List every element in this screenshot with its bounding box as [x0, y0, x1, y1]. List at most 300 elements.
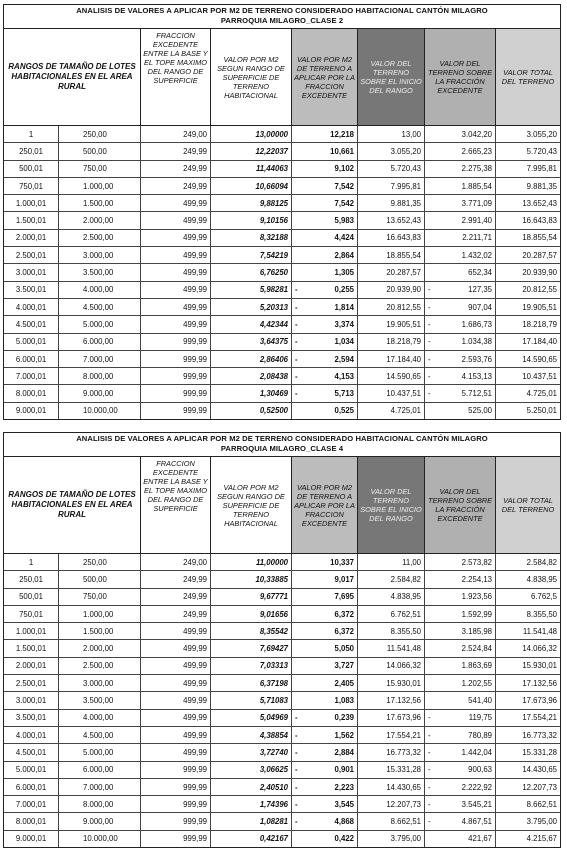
table-row [4, 589, 560, 606]
cell-valor-m2: 6,37198 [211, 675, 292, 691]
cell-valor-aplicar [292, 744, 358, 760]
cell-rango-desde: 1.500,01 [4, 212, 59, 228]
sign: - [428, 285, 431, 295]
value: 780,89 [468, 730, 492, 740]
value: 3,374 [334, 319, 354, 329]
value: 2,223 [334, 782, 354, 792]
cell-valor-total: 17.184,40 [522, 337, 557, 347]
table-row [4, 299, 560, 316]
cell-valor-total: 13.652,43 [522, 198, 557, 208]
cell-fraccion: 499,99 [141, 316, 211, 332]
cell-valor-aplicar [292, 710, 358, 726]
value: 10,661 [330, 146, 354, 156]
value: 1.592,99 [461, 609, 492, 619]
cell-valor-fraccion [425, 710, 496, 726]
cell-valor-fraccion [425, 316, 496, 332]
value: 3.771,09 [461, 198, 492, 208]
cell-rango-desde: 2.000,01 [4, 230, 59, 246]
cell-rango-desde: 9.000,01 [4, 403, 59, 419]
cell-valor-aplicar [292, 161, 358, 177]
header-valor-inicio: VALOR DEL TERRENO SOBRE EL INICIO DEL RANGO [358, 457, 425, 553]
cell-valor-m2: 11,00000 [211, 554, 292, 570]
cell-valor-fraccion [425, 230, 496, 246]
sign: - [295, 817, 298, 827]
cell-rango-hasta: 8.000,00 [59, 368, 141, 384]
cell-valor-fraccion [425, 195, 496, 211]
header-valor-fraccion: VALOR DEL TERRENO SOBRE LA FRACCIÓN EXCEDENTE [425, 29, 496, 125]
cell-valor-inicio: 17.184,40 [358, 351, 425, 367]
cell-valor-m2: 1,74396 [211, 796, 292, 812]
cell-rango-hasta: 250,00 [59, 126, 141, 142]
cell-fraccion: 499,99 [141, 692, 211, 708]
cell-valor-fraccion [425, 247, 496, 263]
cell-valor-inicio: 4.725,01 [358, 403, 425, 419]
value: 12,218 [330, 129, 354, 139]
cell-rango-desde: 3.000,01 [4, 264, 59, 280]
cell-rango-hasta: 4.500,00 [59, 727, 141, 743]
value: 1,305 [334, 268, 354, 278]
value: 2.593,76 [461, 354, 492, 364]
table-row [4, 640, 560, 657]
value: 421,67 [468, 834, 492, 844]
cell-rango-desde: 1.000,01 [4, 195, 59, 211]
cell-valor-aplicar [292, 623, 358, 639]
cell-fraccion: 499,99 [141, 247, 211, 263]
cell-valor-fraccion [425, 161, 496, 177]
cell-valor-m2: 6,76250 [211, 264, 292, 280]
cell-rango-desde: 1 [4, 126, 59, 142]
cell-valor-m2: 1,08281 [211, 813, 292, 829]
table-row [4, 403, 560, 419]
cell-valor-aplicar [292, 351, 358, 367]
table-row [4, 316, 560, 333]
cell-valor-inicio: 2.584,82 [358, 571, 425, 587]
value: 7,695 [334, 592, 354, 602]
cell-valor-m2: 9,01656 [211, 606, 292, 622]
table-row [4, 351, 560, 368]
cell-rango-desde: 4.000,01 [4, 727, 59, 743]
cell-valor-total: 4.215,67 [526, 834, 557, 844]
cell-valor-m2: 2,40510 [211, 779, 292, 795]
cell-rango-desde: 2.500,01 [4, 675, 59, 691]
value: 5,983 [334, 216, 354, 226]
cell-valor-inicio: 13,00 [358, 126, 425, 142]
cell-valor-inicio: 17.132,56 [358, 692, 425, 708]
cell-valor-m2: 5,71083 [211, 692, 292, 708]
value: 1,814 [334, 302, 354, 312]
cell-rango-desde: 9.000,01 [4, 831, 59, 847]
sign: - [295, 799, 298, 809]
value: 0,901 [334, 765, 354, 775]
cell-valor-m2: 7,03313 [211, 658, 292, 674]
cell-valor-inicio: 18.855,54 [358, 247, 425, 263]
cell-fraccion: 499,99 [141, 195, 211, 211]
cell-valor-total: 17.132,56 [522, 678, 557, 688]
cell-valor-m2: 1,30469 [211, 385, 292, 401]
cell-valor-total: 8.355,50 [526, 609, 557, 619]
table-row [4, 692, 560, 709]
cell-valor-m2: 9,67771 [211, 589, 292, 605]
cell-fraccion: 499,99 [141, 299, 211, 315]
header-valor-total: VALOR TOTAL DEL TERRENO [496, 457, 560, 553]
sign: - [295, 285, 298, 295]
cell-valor-m2: 10,66094 [211, 178, 292, 194]
cell-valor-aplicar [292, 640, 358, 656]
table-row [4, 606, 560, 623]
value: 2.222,92 [461, 782, 492, 792]
header-valor-total: VALOR TOTAL DEL TERRENO [496, 29, 560, 125]
cell-valor-inicio: 15.331,28 [358, 762, 425, 778]
sign: - [295, 337, 298, 347]
cell-valor-total: 14.430,65 [522, 765, 557, 775]
cell-valor-m2: 8,32188 [211, 230, 292, 246]
cell-rango-desde: 4.500,01 [4, 744, 59, 760]
value: 2.254,13 [461, 574, 492, 584]
cell-rango-desde: 750,01 [4, 606, 59, 622]
cell-valor-inicio: 3.795,00 [358, 831, 425, 847]
cell-rango-desde: 1.000,01 [4, 623, 59, 639]
value: 10,337 [330, 557, 354, 567]
value: 1.202,55 [461, 678, 492, 688]
table-row [4, 831, 560, 847]
cell-valor-fraccion [425, 385, 496, 401]
sign: - [295, 302, 298, 312]
cell-valor-total: 4.725,01 [526, 389, 557, 399]
cell-valor-fraccion [425, 623, 496, 639]
sign: - [428, 354, 431, 364]
cell-valor-inicio: 13.652,43 [358, 212, 425, 228]
cell-valor-total: 6.762,5 [530, 592, 557, 602]
cell-rango-hasta: 2.500,00 [59, 230, 141, 246]
cell-valor-total: 20.287,57 [522, 250, 557, 260]
cell-rango-hasta: 1.000,00 [59, 606, 141, 622]
table-row [4, 744, 560, 761]
value: 4.153,13 [461, 371, 492, 381]
cell-rango-hasta: 8.000,00 [59, 796, 141, 812]
cell-rango-hasta: 10.000,00 [59, 403, 141, 419]
header-valor-fraccion: VALOR DEL TERRENO SOBRE LA FRACCIÓN EXCEDENTE [425, 457, 496, 553]
sign: - [428, 782, 431, 792]
table-row [4, 762, 560, 779]
cell-rango-desde: 7.000,01 [4, 368, 59, 384]
value: 2.991,40 [461, 216, 492, 226]
cell-rango-desde: 3.000,01 [4, 692, 59, 708]
cell-valor-m2: 4,42344 [211, 316, 292, 332]
cell-valor-fraccion [425, 606, 496, 622]
table-row [4, 623, 560, 640]
cell-valor-inicio: 10.437,51 [358, 385, 425, 401]
sign: - [428, 747, 431, 757]
cell-rango-desde: 7.000,01 [4, 796, 59, 812]
table-row [4, 571, 560, 588]
cell-valor-m2: 11,44063 [211, 161, 292, 177]
cell-rango-hasta: 6.000,00 [59, 762, 141, 778]
cell-valor-aplicar [292, 571, 358, 587]
cell-valor-total: 19.905,51 [522, 302, 557, 312]
cell-rango-desde: 250,01 [4, 143, 59, 159]
cell-rango-desde: 5.000,01 [4, 334, 59, 350]
cell-fraccion: 249,99 [141, 571, 211, 587]
table-row [4, 710, 560, 727]
cell-valor-m2: 7,54219 [211, 247, 292, 263]
value: 119,75 [468, 713, 492, 723]
cell-valor-inicio: 20.287,57 [358, 264, 425, 280]
value: 4,868 [334, 817, 354, 827]
cell-fraccion: 999,99 [141, 403, 211, 419]
table-row [4, 727, 560, 744]
cell-valor-fraccion [425, 368, 496, 384]
cell-valor-aplicar [292, 247, 358, 263]
cell-valor-aplicar [292, 299, 358, 315]
value: 2.211,71 [462, 233, 492, 243]
cell-valor-fraccion [425, 692, 496, 708]
cell-rango-desde: 3.500,01 [4, 282, 59, 298]
cell-valor-aplicar [292, 126, 358, 142]
cell-valor-aplicar [292, 316, 358, 332]
cell-valor-fraccion [425, 744, 496, 760]
cell-valor-total: 15.930,01 [522, 661, 557, 671]
cell-fraccion: 249,99 [141, 161, 211, 177]
cell-valor-inicio: 14.066,32 [358, 658, 425, 674]
cell-valor-inicio: 20.939,90 [358, 282, 425, 298]
cell-valor-total: 17.554,21 [522, 713, 557, 723]
cell-valor-total: 5.250,01 [526, 406, 557, 416]
cell-valor-inicio: 12.207,73 [358, 796, 425, 812]
cell-valor-total: 15.331,28 [522, 747, 557, 757]
cell-valor-total: 12.207,73 [522, 782, 557, 792]
cell-rango-desde: 750,01 [4, 178, 59, 194]
cell-valor-aplicar [292, 675, 358, 691]
cell-valor-aplicar [292, 796, 358, 812]
cell-rango-desde: 3.500,01 [4, 710, 59, 726]
value: 2.524,84 [461, 644, 492, 654]
value: 3,727 [334, 661, 354, 671]
cell-fraccion: 499,99 [141, 744, 211, 760]
sign: - [428, 302, 431, 312]
cell-valor-inicio: 18.218,79 [358, 334, 425, 350]
value: 525,00 [468, 406, 492, 416]
cell-valor-inicio: 17.554,21 [358, 727, 425, 743]
header-rangos: RANGOS DE TAMAÑO DE LOTES HABITACIONALES EN EL AREA RURAL [4, 457, 141, 553]
table-clase-2 [3, 4, 561, 420]
value: 2.665,23 [461, 146, 492, 156]
cell-valor-total: 8.662,51 [526, 799, 557, 809]
table-row [4, 385, 560, 402]
value: 1.885,54 [461, 181, 492, 191]
cell-rango-desde: 8.000,01 [4, 385, 59, 401]
cell-valor-fraccion [425, 403, 496, 419]
value: 5.712,51 [461, 389, 492, 399]
cell-valor-aplicar [292, 779, 358, 795]
table-row [4, 334, 560, 351]
cell-valor-total: 11.541,48 [522, 626, 557, 636]
sign: - [295, 730, 298, 740]
value: 1.432,02 [461, 250, 492, 260]
table-row [4, 554, 560, 571]
sign: - [428, 730, 431, 740]
cell-valor-total: 3.795,00 [526, 817, 557, 827]
cell-valor-inicio: 7.995,81 [358, 178, 425, 194]
value: 9,102 [334, 164, 354, 174]
cell-valor-fraccion [425, 779, 496, 795]
cell-valor-aplicar [292, 692, 358, 708]
cell-valor-fraccion [425, 658, 496, 674]
table-row [4, 161, 560, 178]
sign: - [428, 337, 431, 347]
sign: - [295, 713, 298, 723]
header-fraccion: FRACCION EXCEDENTE ENTRE LA BASE Y EL TOPE MAXIMO DEL RANGO DE SUPERFICIE [141, 29, 211, 125]
header-valor-m2: VALOR POR M2 SEGUN RANGO DE SUPERFICIE DE TERRENO HABITACIONAL [211, 457, 292, 553]
cell-valor-inicio: 9.881,35 [358, 195, 425, 211]
cell-valor-fraccion [425, 178, 496, 194]
cell-rango-desde: 4.500,01 [4, 316, 59, 332]
cell-fraccion: 999,99 [141, 368, 211, 384]
cell-valor-inicio: 14.430,65 [358, 779, 425, 795]
cell-fraccion: 499,99 [141, 264, 211, 280]
cell-fraccion: 249,99 [141, 143, 211, 159]
table-row [4, 195, 560, 212]
header-row [4, 29, 560, 126]
sign: - [428, 319, 431, 329]
table-row [4, 779, 560, 796]
table-body [4, 126, 560, 419]
cell-fraccion: 499,99 [141, 640, 211, 656]
cell-fraccion: 249,00 [141, 554, 211, 570]
value: 4,424 [334, 233, 354, 243]
table-row [4, 813, 560, 830]
sign: - [428, 799, 431, 809]
cell-valor-m2: 9,10156 [211, 212, 292, 228]
cell-valor-inicio: 8.662,51 [358, 813, 425, 829]
value: 3,545 [334, 799, 354, 809]
cell-valor-total: 16.643,83 [522, 216, 557, 226]
cell-valor-aplicar [292, 831, 358, 847]
cell-valor-fraccion [425, 675, 496, 691]
cell-valor-fraccion [425, 126, 496, 142]
cell-rango-desde: 1.500,01 [4, 640, 59, 656]
cell-fraccion: 999,99 [141, 334, 211, 350]
value: 1.863,69 [461, 661, 492, 671]
table-row [4, 675, 560, 692]
cell-valor-inicio: 14.590,65 [358, 368, 425, 384]
table-clase-4 [3, 432, 561, 848]
cell-valor-aplicar [292, 143, 358, 159]
cell-valor-fraccion [425, 334, 496, 350]
cell-rango-hasta: 2.500,00 [59, 658, 141, 674]
value: 2.275,38 [461, 164, 492, 174]
cell-rango-desde: 4.000,01 [4, 299, 59, 315]
cell-rango-desde: 6.000,01 [4, 779, 59, 795]
cell-rango-desde: 8.000,01 [4, 813, 59, 829]
cell-rango-hasta: 4.500,00 [59, 299, 141, 315]
value: 6,372 [334, 626, 354, 636]
cell-fraccion: 999,99 [141, 385, 211, 401]
cell-fraccion: 499,99 [141, 710, 211, 726]
cell-valor-m2: 13,00000 [211, 126, 292, 142]
value: 6,372 [334, 609, 354, 619]
cell-fraccion: 499,99 [141, 282, 211, 298]
cell-rango-hasta: 750,00 [59, 161, 141, 177]
cell-rango-hasta: 1.500,00 [59, 195, 141, 211]
cell-valor-fraccion [425, 351, 496, 367]
cell-valor-total: 4.838,95 [526, 574, 557, 584]
cell-valor-m2: 10,33885 [211, 571, 292, 587]
cell-valor-aplicar [292, 813, 358, 829]
sign: - [428, 371, 431, 381]
value: 0,422 [334, 834, 354, 844]
table-row [4, 368, 560, 385]
cell-rango-desde: 2.000,01 [4, 658, 59, 674]
cell-fraccion: 999,99 [141, 813, 211, 829]
table-title [4, 5, 560, 29]
header-valor-inicio: VALOR DEL TERRENO SOBRE EL INICIO DEL RANGO [358, 29, 425, 125]
title-line-1: ANALISIS DE VALORES A APLICAR POR M2 DE TERRENO CONSIDERADO HABITACIONAL CANTÓN MILAGRO [76, 434, 488, 443]
cell-rango-hasta: 5.000,00 [59, 744, 141, 760]
table-row [4, 212, 560, 229]
cell-valor-aplicar [292, 264, 358, 280]
value: 0,239 [334, 713, 354, 723]
cell-valor-total: 20.939,90 [522, 268, 557, 278]
cell-valor-m2: 12,22037 [211, 143, 292, 159]
cell-valor-m2: 3,06625 [211, 762, 292, 778]
cell-fraccion: 499,99 [141, 230, 211, 246]
cell-valor-inicio: 19.905,51 [358, 316, 425, 332]
cell-rango-desde: 5.000,01 [4, 762, 59, 778]
cell-fraccion: 999,99 [141, 831, 211, 847]
cell-rango-hasta: 1.000,00 [59, 178, 141, 194]
value: 652,34 [468, 268, 492, 278]
table-row [4, 282, 560, 299]
cell-valor-total: 3.055,20 [526, 129, 557, 139]
cell-rango-hasta: 10.000,00 [59, 831, 141, 847]
cell-valor-total: 10.437,51 [522, 371, 557, 381]
cell-valor-total: 17.673,96 [522, 696, 557, 706]
value: 2,864 [334, 250, 354, 260]
cell-fraccion: 499,99 [141, 623, 211, 639]
cell-valor-inicio: 11,00 [358, 554, 425, 570]
cell-valor-fraccion [425, 264, 496, 280]
cell-rango-desde: 500,01 [4, 161, 59, 177]
cell-valor-m2: 2,86406 [211, 351, 292, 367]
cell-valor-m2: 3,64375 [211, 334, 292, 350]
cell-rango-hasta: 2.000,00 [59, 640, 141, 656]
cell-fraccion: 249,99 [141, 178, 211, 194]
cell-valor-aplicar [292, 212, 358, 228]
cell-valor-fraccion [425, 813, 496, 829]
cell-valor-fraccion [425, 299, 496, 315]
cell-valor-m2: 3,72740 [211, 744, 292, 760]
title-line-1: ANALISIS DE VALORES A APLICAR POR M2 DE TERRENO CONSIDERADO HABITACIONAL CANTÓN MILAGRO [76, 6, 488, 15]
cell-valor-aplicar [292, 727, 358, 743]
cell-rango-desde: 250,01 [4, 571, 59, 587]
cell-valor-aplicar [292, 606, 358, 622]
cell-rango-hasta: 250,00 [59, 554, 141, 570]
cell-valor-total: 2.584,82 [526, 557, 557, 567]
table-row [4, 143, 560, 160]
sign: - [428, 817, 431, 827]
sign: - [428, 389, 431, 399]
cell-valor-fraccion [425, 796, 496, 812]
value: 127,35 [468, 285, 492, 295]
cell-valor-total: 14.066,32 [522, 644, 557, 654]
cell-rango-desde: 500,01 [4, 589, 59, 605]
cell-valor-total: 5.720,43 [526, 146, 557, 156]
table-row [4, 658, 560, 675]
cell-valor-fraccion [425, 571, 496, 587]
cell-fraccion: 999,99 [141, 796, 211, 812]
cell-valor-inicio: 8.355,50 [358, 623, 425, 639]
cell-valor-m2: 0,42167 [211, 831, 292, 847]
